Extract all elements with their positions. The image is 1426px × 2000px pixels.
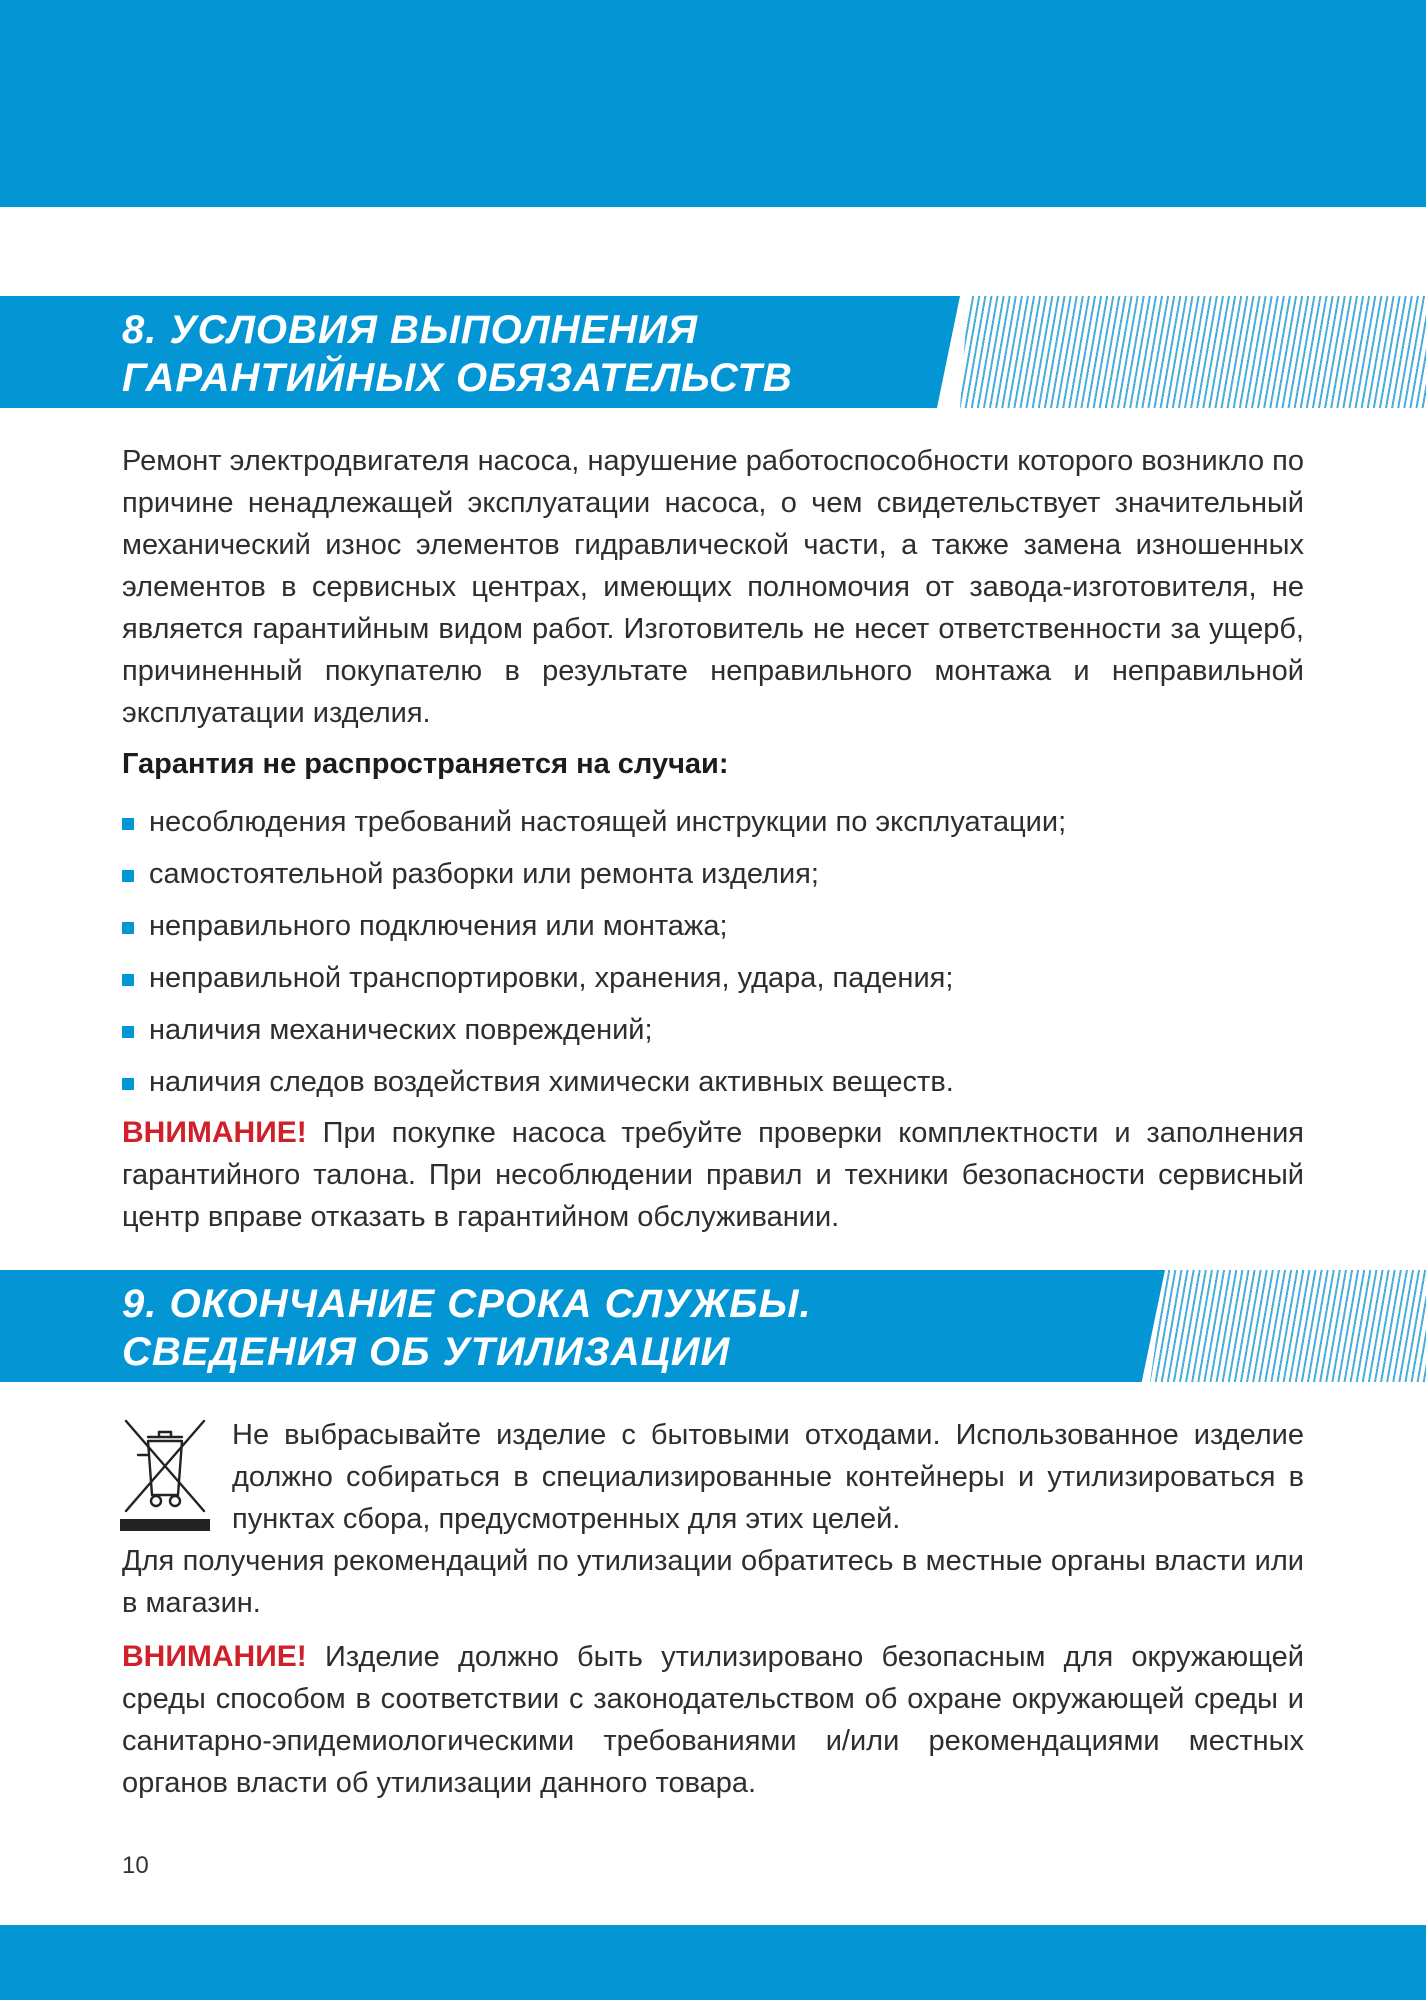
list-item: неправильного подключения или монтажа; xyxy=(122,900,1304,952)
warning-text: Изделие должно быть утилизировано безопасным для окружающей среды способом в соответствии с законодательством об охране окружающей среды и санитарно-эпидемиологическими требованиями и/или рекомендациями местных органов власти об утилизации данного товара. xyxy=(122,1641,1304,1799)
warning-label: ВНИМАНИЕ! xyxy=(122,1640,307,1673)
warranty-exclusions-heading: Гарантия не распространяется на случаи: xyxy=(122,748,729,780)
list-item: наличия следов воздействия химически активных веществ. xyxy=(122,1056,1304,1108)
crossed-out-bin-icon xyxy=(118,1415,212,1535)
section-8-warning xyxy=(122,1112,1304,1238)
section-9-title-line2: СВЕДЕНИЯ ОБ УТИЛИЗАЦИИ xyxy=(122,1330,731,1374)
section-8-title xyxy=(122,306,793,402)
recycle-paragraph: Не выбрасывайте изделие с бытовыми отходами. Использованное изделие должно собираться в специализированные контейнеры и утилизироваться в пунктах сбора, предусмотренных для этих целей. xyxy=(232,1419,1304,1535)
section-8-header xyxy=(0,296,1426,408)
list-item: неправильной транспортировки, хранения, удара, падения; xyxy=(122,952,1304,1004)
section-8-header-stripes xyxy=(960,296,1426,408)
section-9-header-stripes xyxy=(1150,1270,1426,1382)
section-9-header xyxy=(0,1270,1426,1382)
warranty-exclusions-list xyxy=(122,796,1304,1108)
recycle-paragraph-2: Для получения рекомендаций по утилизации обратитесь в местные органы власти или в магазин. xyxy=(122,1545,1304,1619)
section-9-title-line1: 9. ОКОНЧАНИЕ СРОКА СЛУЖБЫ. xyxy=(122,1282,812,1326)
bottom-band xyxy=(0,1925,1426,2000)
top-band xyxy=(0,0,1426,207)
warning-text: При покупке насоса требуйте проверки комплектности и заполнения гарантийного талона. При несоблюдении правил и техники безопасности сервисный центр вправе отказать в гарантийном обслуживании. xyxy=(122,1117,1304,1233)
page-number: 10 xyxy=(122,1852,149,1879)
section-8-title-line2: ГАРАНТИЙНЫХ ОБЯЗАТЕЛЬСТВ xyxy=(122,356,793,400)
section-8-title-line1: 8. УСЛОВИЯ ВЫПОЛНЕНИЯ xyxy=(122,308,699,352)
section-9-warning xyxy=(122,1636,1304,1804)
list-item: самостоятельной разборки или ремонта изделия; xyxy=(122,848,1304,900)
list-item: несоблюдения требований настоящей инструкции по эксплуатации; xyxy=(122,796,1304,848)
section-8-paragraph: Ремонт электродвигателя насоса, нарушение работоспособности которого возникло по причине ненадлежащей эксплуатации насоса, о чем свидетельствует значительный механический износ элементов гидравлической части, а также замена изношенных элементов в сервисных центрах, имеющих полномочия от завода-изготовителя, не является гарантийным видом работ. Изготовитель не несет ответственности за ущерб, причиненный покупателю в результате неправильного монтажа и неправильной эксплуатации изделия. xyxy=(122,445,1304,729)
section-9-title xyxy=(122,1280,812,1376)
list-item: наличия механических повреждений; xyxy=(122,1004,1304,1056)
warning-label: ВНИМАНИЕ! xyxy=(122,1116,307,1149)
